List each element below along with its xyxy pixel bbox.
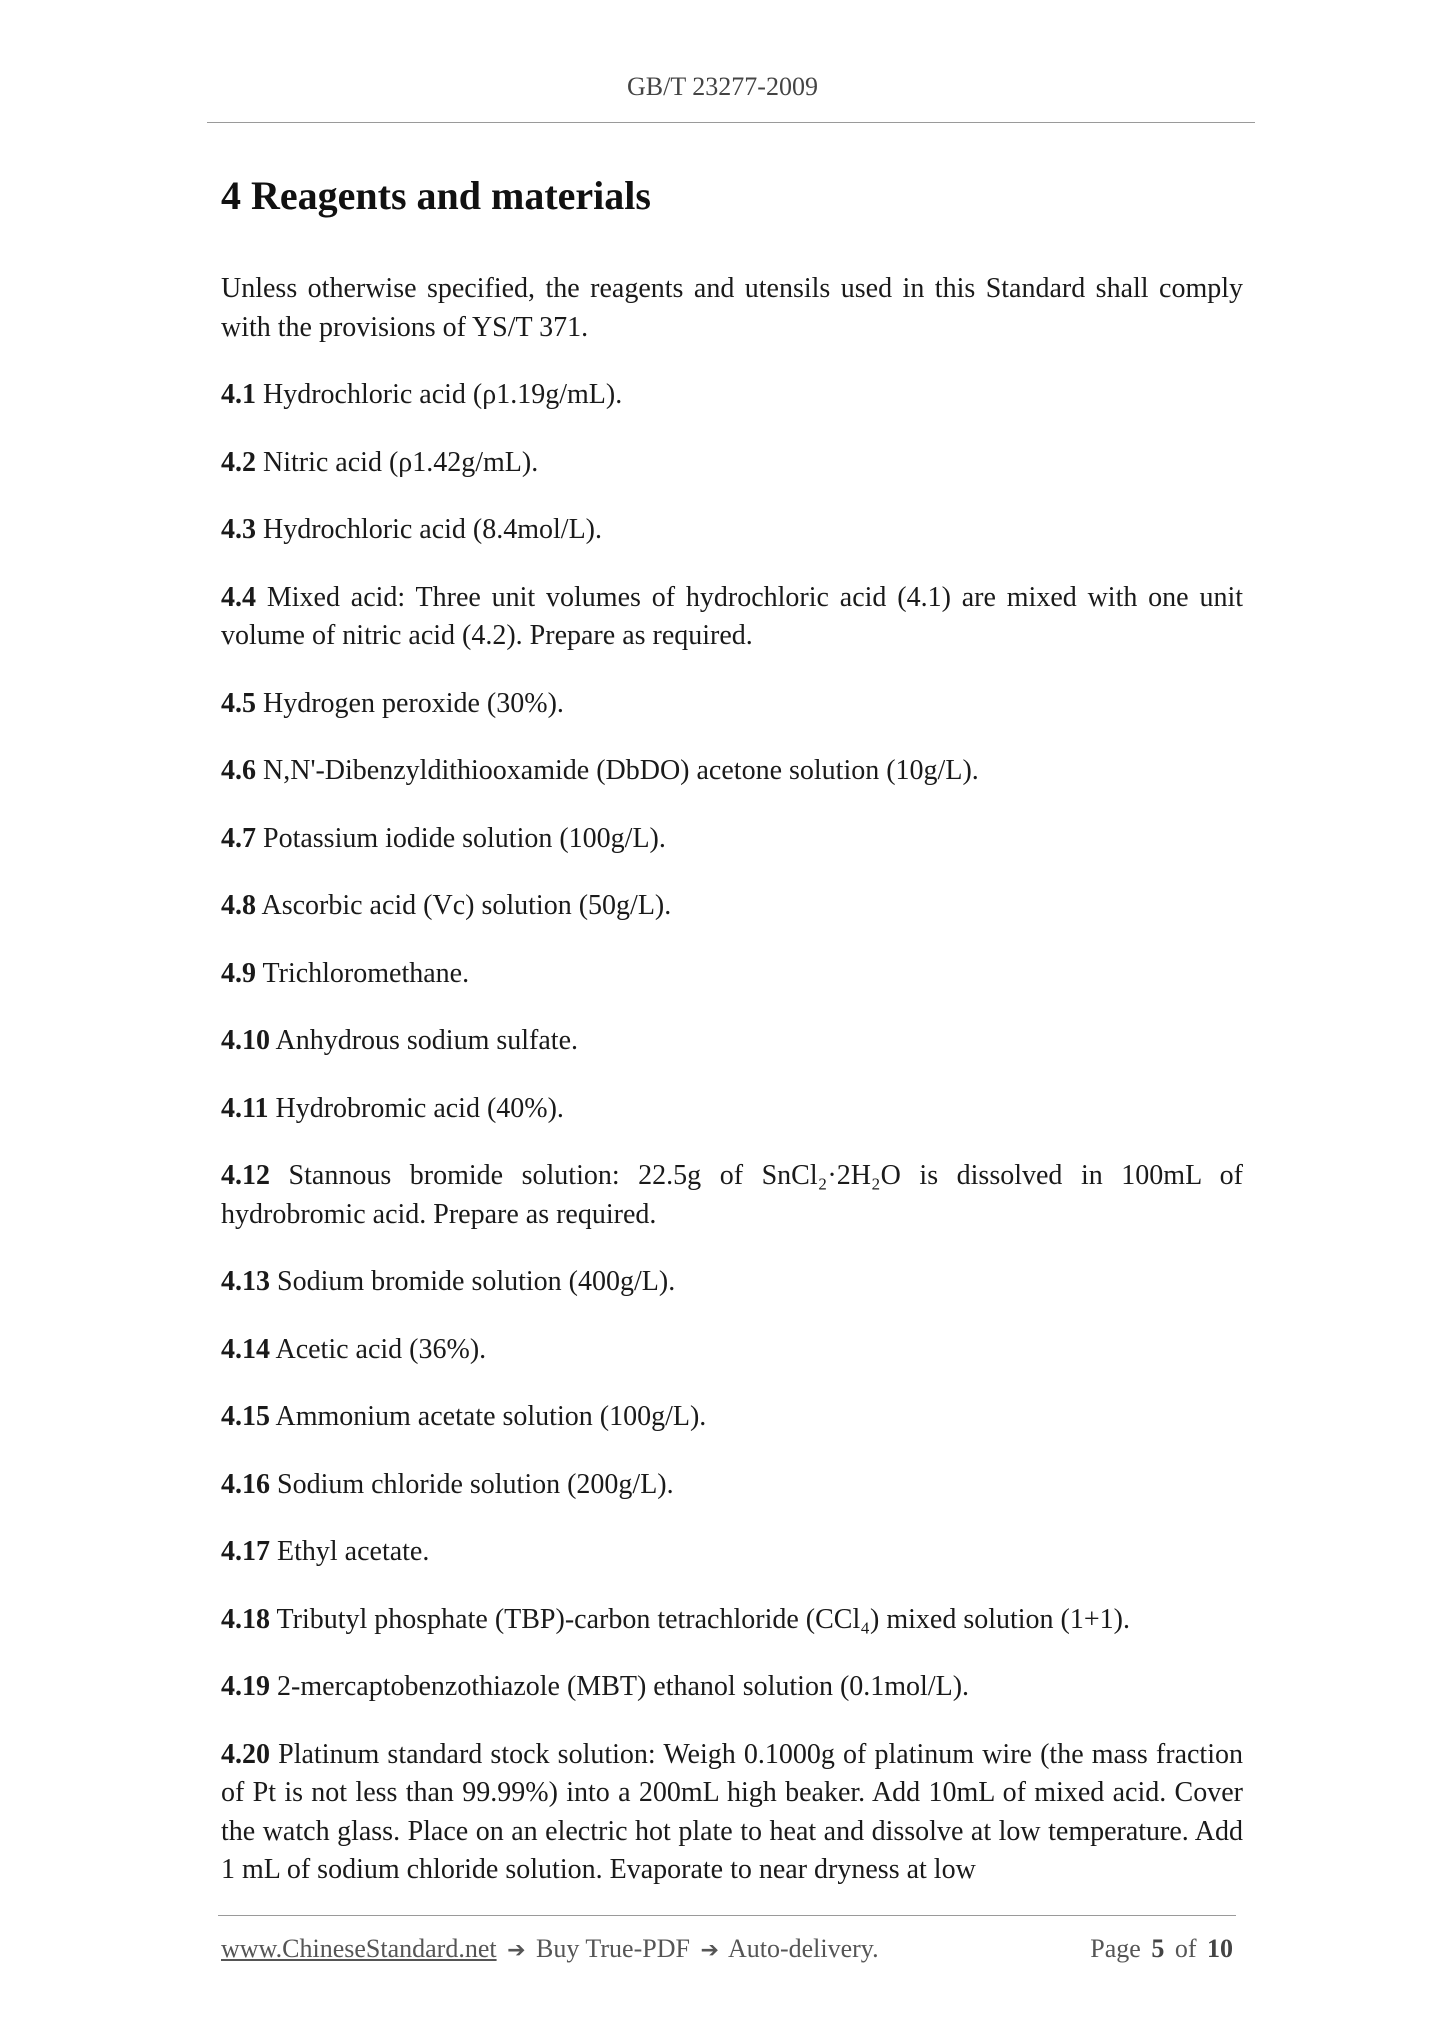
list-item xyxy=(221,1090,1243,1129)
list-item xyxy=(221,685,1243,724)
item-number: 4.14 xyxy=(221,1333,270,1365)
item-text: Ascorbic acid (Vc) solution (50g/L). xyxy=(261,890,672,921)
arrow-right-icon: ➔ xyxy=(700,1938,719,1963)
item-number: 4.2 xyxy=(221,446,256,478)
list-item xyxy=(221,376,1243,415)
item-text: Hydrochloric acid (ρ1.19g/mL). xyxy=(263,379,623,410)
item-number: 4.13 xyxy=(221,1266,270,1297)
item-text: Sodium chloride solution (200g/L). xyxy=(277,1468,674,1500)
item-text: Potassium iodide solution (100g/L). xyxy=(263,822,666,854)
page-content xyxy=(221,168,1243,1890)
list-item xyxy=(221,887,1243,926)
item-text: N,N'-Dibenzyldithiooxamide (DbDO) acetone solution (10g/L). xyxy=(263,755,979,786)
list-item xyxy=(221,820,1243,859)
auto-delivery-text: Auto-delivery. xyxy=(727,1934,879,1963)
item-text: Trichloromethane. xyxy=(262,957,470,989)
list-item xyxy=(221,1533,1243,1572)
item-text: Acetic acid (36%). xyxy=(275,1333,487,1365)
item-number: 4.1 xyxy=(221,379,256,410)
item-text: Sodium bromide solution (400g/L). xyxy=(277,1266,676,1297)
chinese-standard-link[interactable]: www.ChineseStandard.net xyxy=(221,1934,497,1963)
list-item xyxy=(221,1398,1243,1437)
of-label: of xyxy=(1174,1934,1197,1963)
header-divider xyxy=(207,122,1255,123)
item-text: Hydrochloric acid (8.4mol/L). xyxy=(263,514,603,545)
page-indicator xyxy=(1086,1934,1233,1964)
list-item xyxy=(221,579,1243,656)
section-title: 4 Reagents and materials xyxy=(221,173,651,218)
item-text: Mixed acid: Three unit volumes of hydrochloric acid (4.1) are mixed with one unit volume of nitric acid (4.2). Prepare as required. xyxy=(221,581,1244,651)
item-number: 4.3 xyxy=(221,514,256,545)
list-item xyxy=(221,1331,1243,1370)
item-number: 4.18 xyxy=(221,1603,270,1635)
page-footer xyxy=(221,1934,1233,1964)
footer-promo xyxy=(221,1934,879,1964)
item-number: 4.19 xyxy=(221,1671,270,1702)
list-item xyxy=(221,1022,1243,1061)
list-item xyxy=(221,752,1243,791)
list-item xyxy=(221,511,1243,550)
item-number: 4.11 xyxy=(221,1092,269,1124)
list-item xyxy=(221,1668,1243,1707)
item-text: Ammonium acetate solution (100g/L). xyxy=(275,1401,707,1432)
item-text: 2-mercaptobenzothiazole (MBT) ethanol solution (0.1mol/L). xyxy=(277,1671,970,1702)
item-number: 4.16 xyxy=(221,1468,270,1500)
buy-pdf-text: Buy True-PDF xyxy=(536,1934,690,1963)
list-item xyxy=(221,1263,1243,1302)
list-item xyxy=(221,1466,1243,1505)
page-label: Page xyxy=(1090,1934,1141,1963)
arrow-right-icon: ➔ xyxy=(507,1938,526,1963)
item-number: 4.4 xyxy=(221,581,256,613)
item-text: Nitric acid (ρ1.42g/mL). xyxy=(263,446,539,478)
footer-divider xyxy=(218,1915,1236,1916)
item-number: 4.7 xyxy=(221,822,256,854)
section-intro: Unless otherwise specified, the reagents and utensils used in this Standard shall comply with the provisions of YS/T 371. xyxy=(221,273,1243,343)
item-number: 4.9 xyxy=(221,957,256,989)
item-number: 4.10 xyxy=(221,1025,270,1056)
item-number: 4.6 xyxy=(221,755,256,786)
item-number: 4.12 xyxy=(221,1160,270,1191)
page-current: 5 xyxy=(1151,1934,1165,1963)
item-text: Stannous bromide solution: 22.5g of SnCl₂·2H₂O is dissolved in 100mL of hydrobromic acid. Prepare as required. xyxy=(221,1160,1244,1230)
item-text: Tributyl phosphate (TBP)-carbon tetrachloride (CCl₄) mixed solution (1+1). xyxy=(276,1603,1130,1635)
item-text: Anhydrous sodium sulfate. xyxy=(275,1025,578,1056)
item-number: 4.15 xyxy=(221,1401,270,1432)
item-number: 4.5 xyxy=(221,687,256,719)
page-total: 10 xyxy=(1207,1934,1233,1963)
list-item xyxy=(221,444,1243,483)
list-item xyxy=(221,1157,1243,1234)
document-header: GB/T 23277-2009 xyxy=(627,72,818,101)
item-text: Hydrogen peroxide (30%). xyxy=(263,687,564,719)
list-item xyxy=(221,955,1243,994)
list-item xyxy=(221,1601,1243,1640)
item-text: Platinum standard stock solution: Weigh 0.1000g of platinum wire (the mass fraction of Pt is not less than 99.99%) into a 200mL high beaker. Add 10mL of mixed acid. Cover the watch glass. Place on an electric hot plate to heat and dissolve at low temperature. Add 1 mL of sodium chloride solution. Evaporate to near dryness at low xyxy=(221,1738,1243,1885)
item-number: 4.20 xyxy=(221,1738,270,1770)
item-number: 4.8 xyxy=(221,890,256,921)
item-text: Hydrobromic acid (40%). xyxy=(275,1092,564,1124)
item-number: 4.17 xyxy=(221,1536,270,1567)
item-text: Ethyl acetate. xyxy=(277,1536,430,1567)
list-item xyxy=(221,1736,1243,1890)
